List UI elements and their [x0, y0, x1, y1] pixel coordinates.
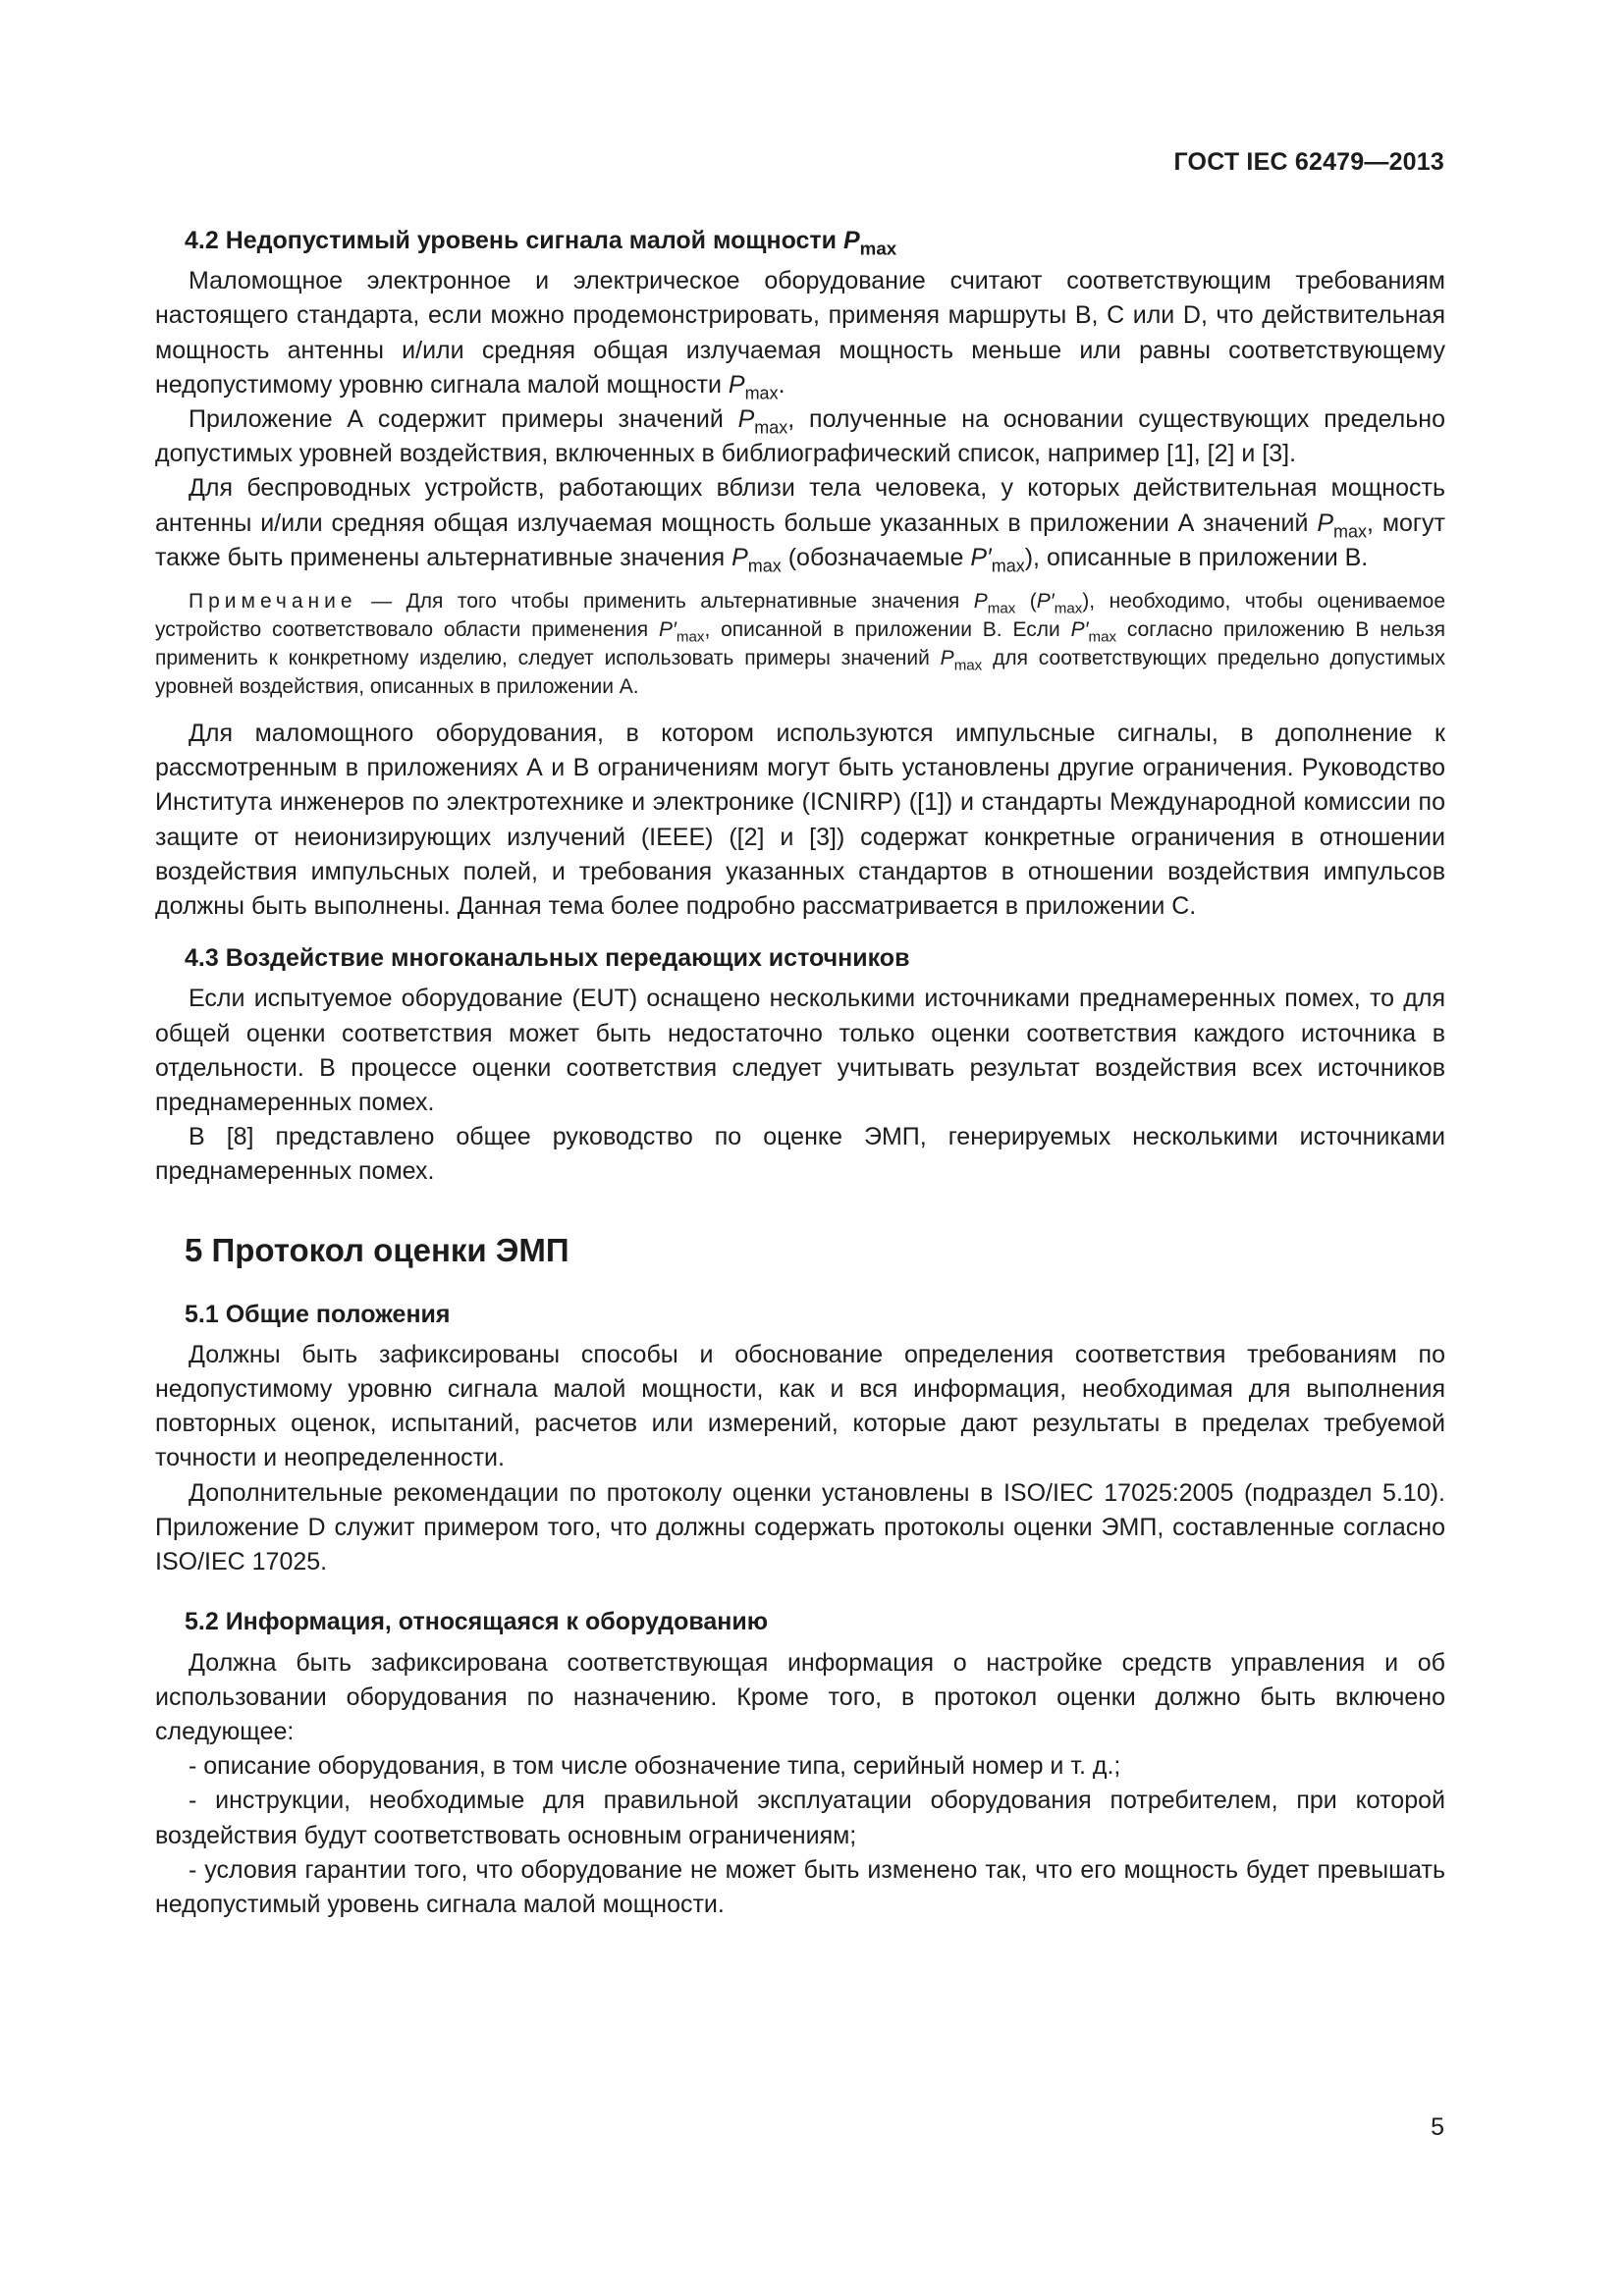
- symbol-subscript: max: [744, 383, 779, 403]
- symbol-subscript: max: [991, 556, 1025, 576]
- symbol-p: P: [940, 647, 954, 670]
- paragraph-text: Маломощное электронное и электрическое оборудование считают соответствующим требованиям настоящего стандарта, если можно продемонстрировать, применяя маршруты В, С или D, что действительная мощность антенны и/или средняя общая излучаемая мощность меньше или равны соответствующему недопустимому уровню сигнала малой мощности: [155, 267, 1445, 399]
- symbol-p-prime: P′: [970, 543, 992, 571]
- symbol-p-prime: P′: [1070, 618, 1089, 642]
- symbol-subscript: max: [754, 417, 788, 438]
- paragraph: [155, 264, 1445, 402]
- symbol-subscript: max: [1088, 628, 1117, 646]
- section-4-3-heading: 4.3 Воздействие многоканальных передающих источников: [185, 944, 910, 973]
- symbol-p: P: [731, 543, 748, 571]
- page-number: 5: [1431, 2113, 1444, 2141]
- note-text: согласно приложению В нельзя применить к конкретному изделию, следует использовать примеры значений: [155, 618, 1445, 670]
- section-4-2-heading: [185, 224, 1445, 258]
- paragraph: Должна быть зафиксирована соответствующая информация о настройке средств управления и об использовании оборудования по назначению. Кроме того, в протокол оценки должно быть включено следующее:: [155, 1648, 1445, 1745]
- note-text: — Для того чтобы применить альтернативные значения: [356, 590, 974, 614]
- paragraph-text: , полученные на основании существующих предельно допустимых уровней воздействия, включенных в библиографический список, например [1], [2] и [3].: [155, 405, 1445, 468]
- list-item: - условия гарантии того, что оборудование не может быть изменено так, что его мощность будет превышать недопустимый уровень сигнала малой мощности.: [155, 1855, 1445, 1918]
- section-5-heading: 5 Протокол оценки ЭМП: [185, 1231, 569, 1268]
- symbol-p-prime: P′: [1036, 590, 1055, 614]
- symbol-p-prime: P′: [658, 618, 677, 642]
- section-5-1-heading: 5.1 Общие положения: [185, 1300, 451, 1328]
- symbol-subscript: max: [1333, 520, 1368, 541]
- paragraph-text: ), описанные в приложении В.: [1024, 543, 1369, 571]
- paragraph: Дополнительные рекомендации по протоколу оценки установлены в ISO/IEC 17025:2005 (подраздел 5.10). Приложение D служит примером того, что должны содержать протоколы оценки ЭМП, составленные согласно ISO/IEC 17025.: [155, 1478, 1445, 1576]
- symbol-subscript: max: [1054, 600, 1083, 617]
- symbol-subscript: max: [859, 238, 897, 259]
- paragraph: Для маломощного оборудования, в котором используются импульсные сигналы, в дополнение к рассмотренным в приложениях А и В ограничениям могут быть установлены другие ограничения. Руководство Института инженеров по электротехнике и электронике (ICNIRP) ([1]) и стандарты Международной комиссии по защите от неионизирующих излучений (IEEE) ([2] и [3]) содержат конкретные ограничения в отношении воздействия импульсных полей, и требования указанных стандартов в отношении воздействия импульсов должны быть выполнены. Данная тема более подробно рассматривается в приложении С.: [155, 720, 1445, 921]
- note-text: ), необходимо, чтобы оцениваемое устройство соответствовало области применения: [155, 590, 1446, 642]
- symbol-p: P: [737, 405, 755, 434]
- note-text: для соответствующих предельно допустимых уровней воздействия, описанных в приложении А.: [155, 647, 1445, 699]
- symbol-p: P: [973, 590, 988, 614]
- note: [155, 587, 1445, 701]
- paragraph-text: Приложение А содержит примеры значений: [189, 405, 738, 434]
- paragraph-text: .: [778, 370, 785, 399]
- paragraph: Должны быть зафиксированы способы и обоснование определения соответствия требованиям по недопустимому уровню сигнала малой мощности, как и вся информация, необходимая для выполнения повторных оценок, испытаний, расчетов или измерений, которые дают результаты в пределах требуемой точности и неопределенности.: [155, 1340, 1445, 1472]
- section-5-2-heading: 5.2 Информация, относящаяся к оборудованию: [185, 1608, 769, 1636]
- list-item: - инструкции, необходимые для правильной эксплуатации оборудования потребителем, при которой воздействия будут соответствовать основным ограничениям;: [155, 1787, 1445, 1849]
- note-text: (: [1015, 590, 1037, 614]
- symbol-subscript: max: [676, 628, 705, 646]
- symbol-subscript: max: [953, 657, 983, 674]
- document-body: [155, 224, 1445, 1922]
- paragraph: В [8] представлено общее руководство по оценке ЭМП, генерируемых несколькими источниками преднамеренных помех.: [155, 1123, 1445, 1186]
- symbol-subscript: max: [747, 556, 782, 576]
- symbol-p: P: [728, 370, 745, 399]
- note-label: Примечание: [189, 590, 357, 614]
- note-text: , описанной в приложении В. Если: [704, 618, 1071, 642]
- paragraph: [155, 471, 1445, 575]
- symbol-p: P: [842, 227, 860, 254]
- paragraph-text: (обозначаемые: [781, 543, 971, 571]
- document-header-id: ГОСТ IEC 62479—2013: [1173, 148, 1444, 176]
- paragraph-text: Для беспроводных устройств, работающих вблизи тела человека, у которых действительная мощность антенны и/или средняя общая излучаемая мощность больше указанных в приложении А значений: [155, 474, 1445, 537]
- paragraph: Если испытуемое оборудование (EUT) оснащено несколькими источниками преднамеренных помех, то для общей оценки соответствия может быть недостаточно только оценки соответствия каждого источника в отдельности. В процессе оценки соответствия следует учитывать результат воздействия всех источников преднамеренных помех.: [155, 985, 1445, 1117]
- section-4-2-title: 4.2 Недопустимый уровень сигнала малой мощности: [185, 227, 843, 254]
- symbol-subscript: max: [987, 600, 1016, 617]
- paragraph: [155, 402, 1445, 471]
- paragraph-text: , могут также быть применены альтернативные значения: [155, 508, 1445, 571]
- symbol-p: P: [1317, 508, 1334, 537]
- list-item: - описание оборудования, в том числе обозначение типа, серийный номер и т. д.;: [189, 1752, 1121, 1781]
